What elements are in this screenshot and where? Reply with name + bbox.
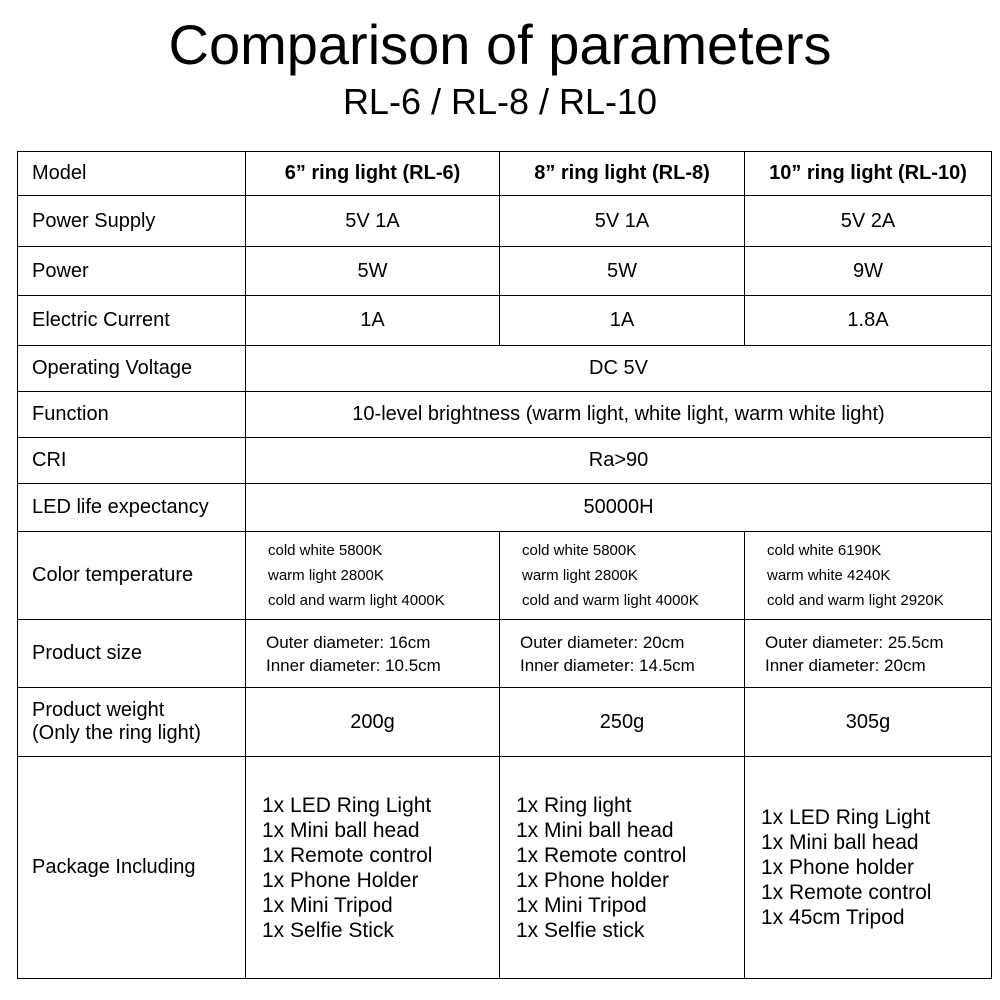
package-item: 1x LED Ring Light [262,793,432,817]
package-item: 1x Mini ball head [761,831,919,854]
color-temp-rl6 [246,532,500,620]
color-temp-line: cold white 5800K [522,542,637,559]
table-row [18,532,992,620]
package-item: 1x Phone holder [516,868,669,892]
page-title: Comparison of parameters [168,13,832,76]
function-value: 10-level brightness (warm light, white light, warm white light) [246,392,992,438]
voltage-value: DC 5V [246,346,992,392]
package-item: 1x Phone Holder [262,868,419,892]
product-size-rl6 [246,620,500,688]
table-row [18,620,992,688]
weight-rl6: 200g [246,688,500,757]
model-rl8: 8” ring light (RL-8) [500,152,745,196]
size-line: Inner diameter: 10.5cm [266,655,441,675]
color-temp-line: cold and warm light 4000K [522,592,699,609]
table-row [18,484,992,532]
table-row [18,438,992,484]
color-temp-line: cold white 5800K [268,542,383,559]
package-item: 1x LED Ring Light [761,806,931,829]
color-temp-line: warm white 4240K [767,567,891,584]
weight-label-line: Product weight [32,699,165,721]
size-line: Outer diameter: 16cm [266,632,431,652]
color-temp-line: cold and warm light 2920K [767,592,944,609]
table-header-row [18,152,992,196]
size-line: Inner diameter: 20cm [765,655,926,675]
color-temp-line: cold and warm light 4000K [268,592,445,609]
table-row [18,196,992,247]
power-supply-label: Power Supply [18,196,246,247]
package-item: 1x Phone holder [761,856,914,879]
weight-rl8: 250g [500,688,745,757]
color-temp-line: cold white 6190K [767,542,882,559]
package-rl10 [745,757,992,979]
power-rl8: 5W [500,247,745,296]
current-rl10: 1.8A [745,296,992,346]
package-item: 1x Remote control [761,881,932,904]
power-supply-rl8: 5V 1A [500,196,745,247]
package-item: 1x Remote control [262,843,433,867]
power-supply-rl6: 5V 1A [246,196,500,247]
weight-rl10: 305g [745,688,992,757]
table-row [18,757,992,979]
package-label: Package Including [18,757,246,979]
table-row [18,688,992,757]
weight-label [18,688,246,757]
package-rl6 [246,757,500,979]
size-line: Outer diameter: 25.5cm [765,632,944,652]
product-size-label: Product size [18,620,246,688]
life-label: LED life expectancy [18,484,246,532]
model-label: Model [18,152,246,196]
page-subtitle: RL-6 / RL-8 / RL-10 [342,81,658,122]
package-item: 1x Remote control [516,843,687,867]
package-item: 1x Mini Tripod [516,893,647,917]
package-item: 1x Mini ball head [262,818,420,842]
color-temp-label: Color temperature [18,532,246,620]
table-row [18,247,992,296]
package-item: 1x 45cm Tripod [761,906,905,929]
cri-label: CRI [18,438,246,484]
table-row [18,296,992,346]
package-rl8 [500,757,745,979]
life-value: 50000H [246,484,992,532]
product-size-rl10 [745,620,992,688]
table-row [18,346,992,392]
table-row [18,392,992,438]
power-rl10: 9W [745,247,992,296]
color-temp-line: warm light 2800K [268,567,384,584]
package-item: 1x Selfie stick [516,918,645,942]
package-item: 1x Selfie Stick [262,918,394,942]
color-temp-rl10 [745,532,992,620]
weight-label-line: (Only the ring light) [32,722,201,744]
package-item: 1x Mini Tripod [262,893,393,917]
product-size-rl8 [500,620,745,688]
model-rl6: 6” ring light (RL-6) [246,152,500,196]
size-line: Inner diameter: 14.5cm [520,655,695,675]
current-rl8: 1A [500,296,745,346]
current-rl6: 1A [246,296,500,346]
color-temp-rl8 [500,532,745,620]
current-label: Electric Current [18,296,246,346]
color-temp-line: warm light 2800K [522,567,638,584]
function-label: Function [18,392,246,438]
size-line: Outer diameter: 20cm [520,632,685,652]
package-item: 1x Ring light [516,793,632,817]
power-supply-rl10: 5V 2A [745,196,992,247]
package-item: 1x Mini ball head [516,818,674,842]
power-rl6: 5W [246,247,500,296]
voltage-label: Operating Voltage [18,346,246,392]
model-rl10: 10” ring light (RL-10) [745,152,992,196]
power-label: Power [18,247,246,296]
comparison-table [17,151,992,979]
cri-value: Ra>90 [246,438,992,484]
